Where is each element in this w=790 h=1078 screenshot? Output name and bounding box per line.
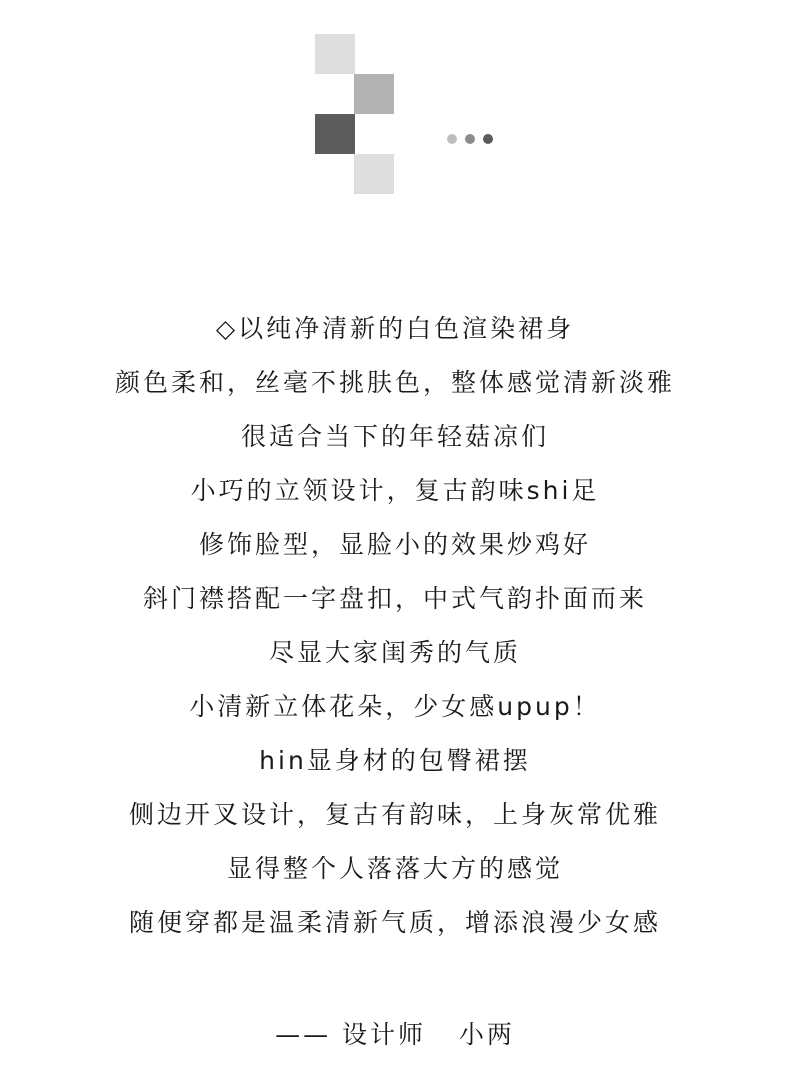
decorative-header [0,0,790,260]
description-line: 侧边开叉设计，复古有韵味，上身灰常优雅 [128,800,661,829]
dot-light [447,134,457,144]
description-line: 小巧的立领设计，复古韵味shi足 [190,476,600,505]
description-line: 颜色柔和，丝毫不挑肤色，整体感觉清新淡雅 [114,368,675,397]
checker-square-light-icon [315,34,355,74]
designer-signature: —— 设计师 小两 [275,1020,515,1049]
description-line: ◇以纯净清新的白色渲染裙身 [215,314,575,343]
description-line: 随便穿都是温柔清新气质，增添浪漫少女感 [128,908,661,937]
dot-dark [483,134,493,144]
product-description [0,302,790,950]
description-line: 尽显大家闺秀的气质 [268,638,521,667]
three-dots-icon [447,134,493,144]
description-line: 显得整个人落落大方的感觉 [226,854,563,883]
description-line: 修饰脸型，显脸小的效果炒鸡好 [198,530,591,559]
checker-square-dark-icon [315,114,355,154]
description-line: 很适合当下的年轻菇凉们 [240,422,549,451]
description-line: 斜门襟搭配一字盘扣，中式气韵扑面而来 [142,584,647,613]
description-line: 小清新立体花朵，少女感upup！ [189,692,601,721]
dot-mid [465,134,475,144]
checker-square-mid-icon [354,74,394,114]
description-line: hin显身材的包臀裙摆 [259,746,531,775]
checker-square-light-icon [354,154,394,194]
